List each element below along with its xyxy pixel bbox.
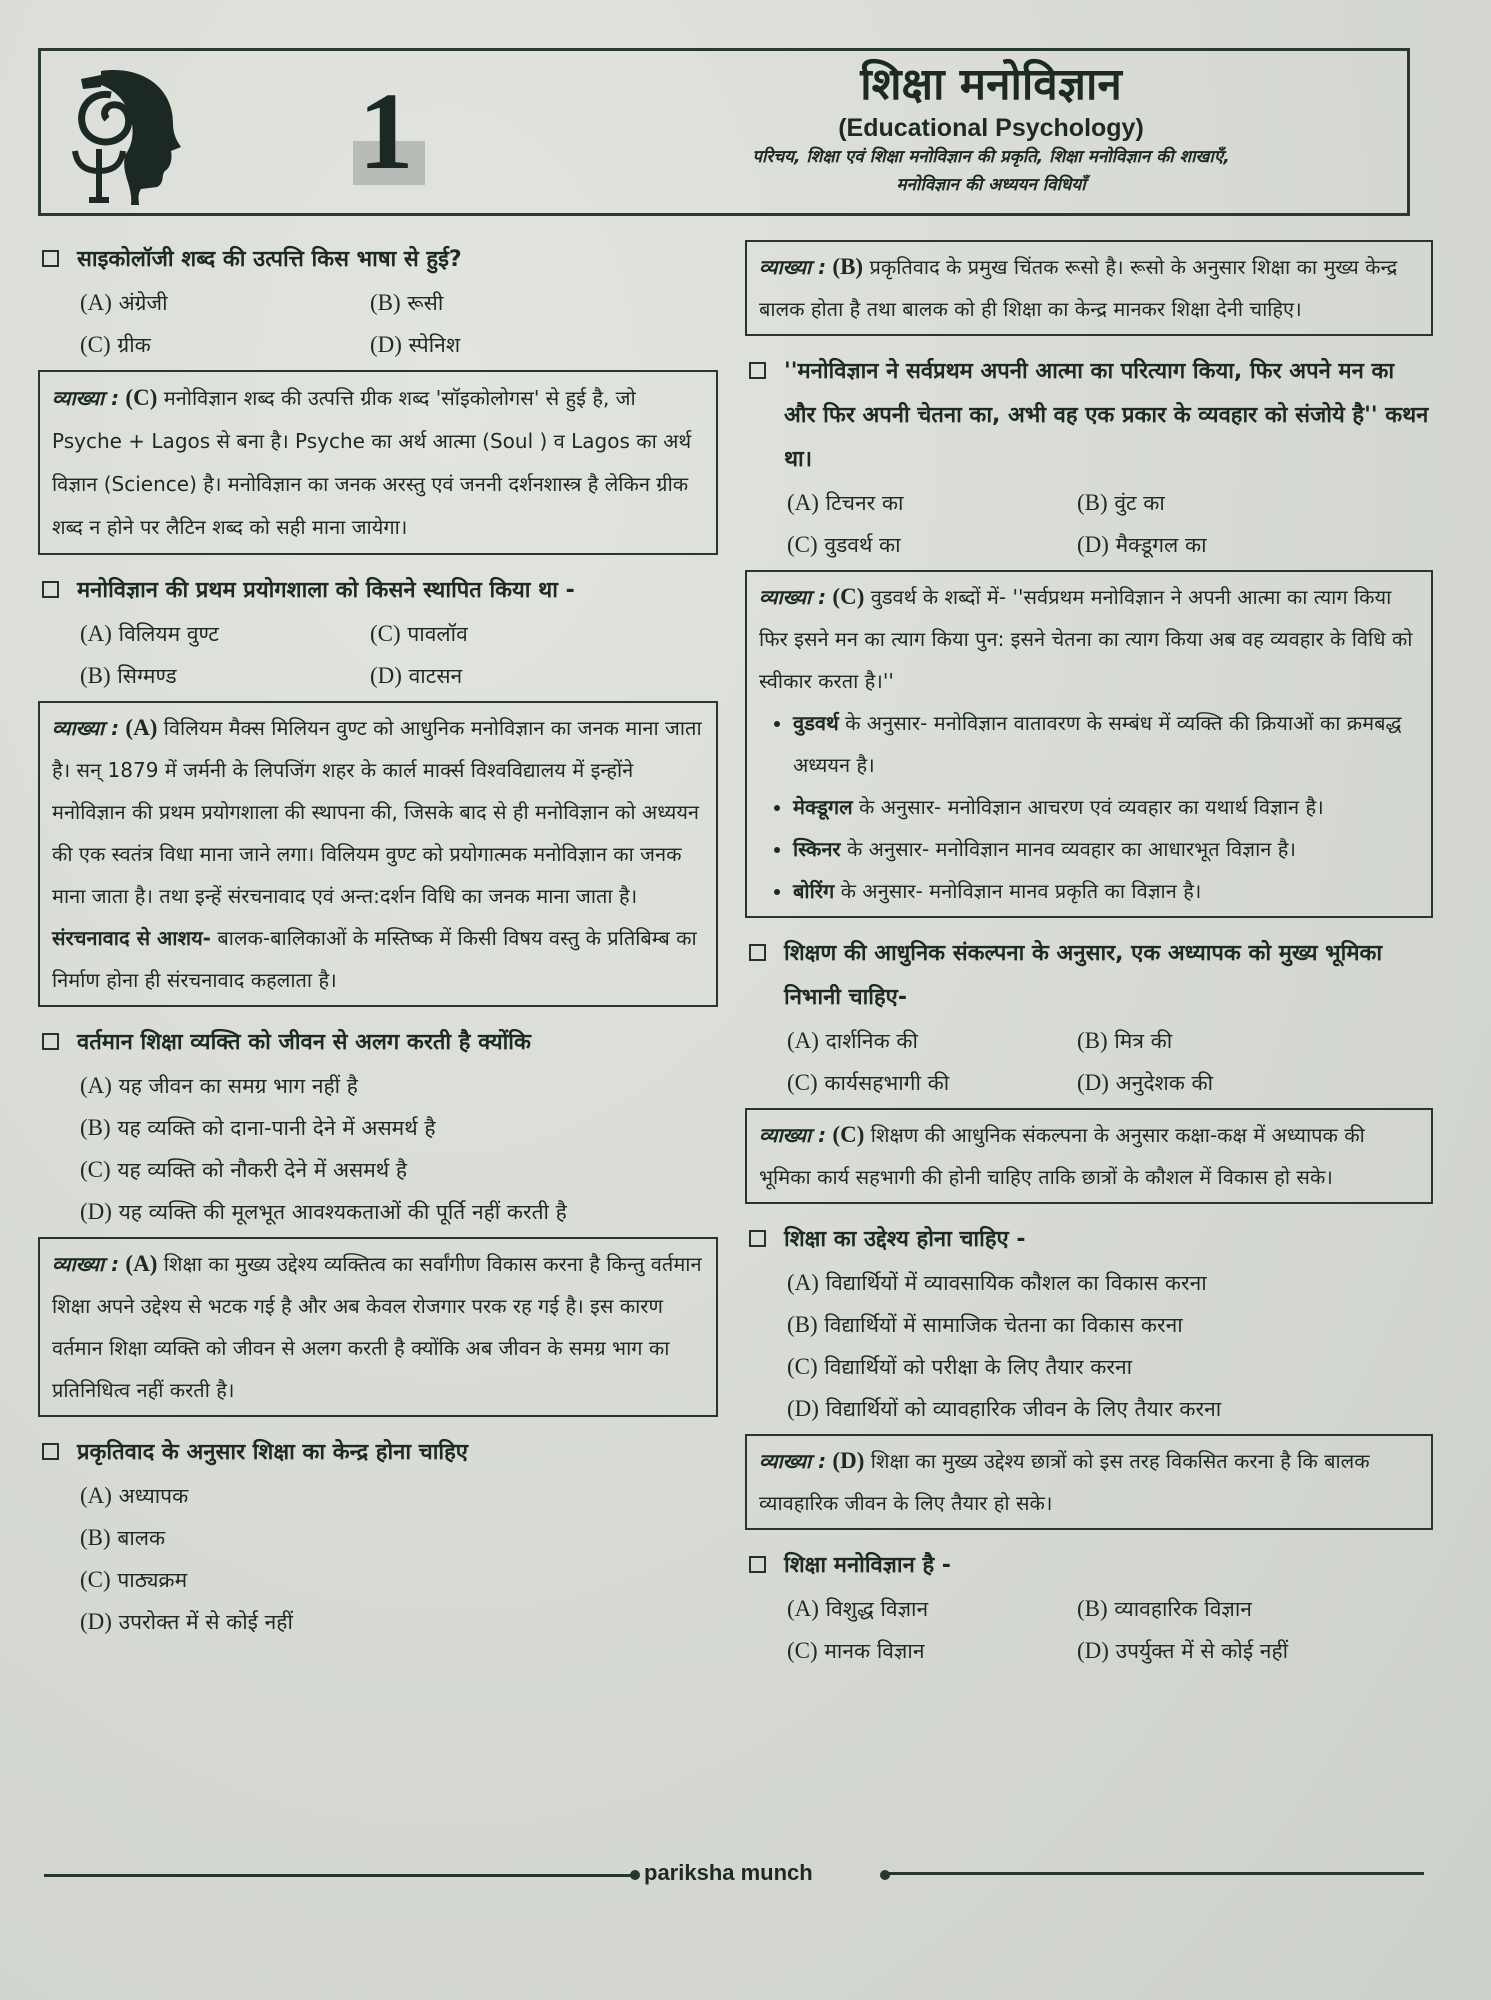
question: शिक्षण की आधुनिक संकल्पना के अनुसार, एक अध्यापक को मुख्य भूमिका निभानी चाहिए-: [745, 932, 1433, 1020]
explanation-box: व्याख्या : (A) विलियम मैक्स मिलियन वुण्ट को आधुनिक मनोविज्ञान का जनक माना जाता है। सन् 1879 में जर्मनी के लिपजिंग शहर के कार्ल मार्क्स विश्वविद्यालय में इन्होंने मनोविज्ञान की प्रथम प्रयोगशाला की स्थापना की, जिसके बाद से ही मनोविज्ञान को अध्ययन की एक स्वतंत्र विधा माना जाने लगा। विलियम वुण्ट को प्रयोगात्मक मनोविज्ञान का जनक माना जाता है। तथा इन्हें संरचनावाद एवं अन्त:दर्शन विधि का जनक माना जाता है। संरचनावाद से आशय- बालक-बालिकाओं के मस्तिष्क में किसी विषय वस्तु के प्रतिबिम्ब का निर्माण होना ही संरचनावाद कहलाता है।: [38, 701, 718, 1007]
options: [38, 1065, 718, 1233]
option-c: (C) पाठ्यक्रम: [80, 1567, 188, 1592]
option-c: (C) विद्यार्थियों को परीक्षा के लिए तैयार करना: [787, 1354, 1133, 1379]
option-d: (D) स्पेनिश: [370, 332, 461, 357]
option-b: (B) सिग्मण्ड: [80, 663, 177, 688]
explanation-box: व्याख्या : (C) मनोविज्ञान शब्द की उत्पत्ति ग्रीक शब्द 'सॉइकोलोगस' से हुई है, जो Psyche + Lagos से बना है। Psyche का अर्थ आत्मा (Soul ) व Lagos का अर्थ विज्ञान (Science) है। मनोविज्ञान का जनक अरस्तु एवं जननी दर्शनशास्त्र है लेकिन ग्रीक शब्द न होने पर लैटिन शब्द को सही माना जायेगा।: [38, 370, 718, 555]
checkbox-icon: [42, 1033, 59, 1050]
options: [745, 1588, 1433, 1672]
options: [745, 482, 1433, 566]
left-column: [38, 238, 718, 1643]
footer-dot-left: [630, 1870, 640, 1880]
option-a: (A) अध्यापक: [80, 1483, 189, 1508]
options: [38, 1475, 718, 1643]
checkbox-icon: [42, 1443, 59, 1460]
question: मनोविज्ञान की प्रथम प्रयोगशाला को किसने स्थापित किया था -: [38, 569, 718, 613]
checkbox-icon: [42, 581, 59, 598]
explanation-box: व्याख्या : (D) शिक्षा का मुख्य उद्देश्य छात्रों को इस तरह विकसित करना है कि बालक व्यावहारिक जीवन के लिए तैयार हो सके।: [745, 1434, 1433, 1530]
option-d: (D) विद्यार्थियों को व्यावहारिक जीवन के लिए तैयार करना: [787, 1396, 1222, 1421]
explanation-box: व्याख्या : (B) प्रकृतिवाद के प्रमुख चिंतक रूसो है। रूसो के अनुसार शिक्षा का मुख्य केन्द्र बालक होता है तथा बालक को ही शिक्षा का केन्द्र मानकर शिक्षा देनी चाहिए।: [745, 240, 1433, 336]
psi-head-icon: [61, 65, 181, 205]
option-a: (A) विद्यार्थियों में व्यावसायिक कौशल का विकास करना: [787, 1270, 1207, 1295]
option-a: (A) यह जीवन का समग्र भाग नहीं है: [80, 1073, 358, 1098]
option-b: (B) व्यावहारिक विज्ञान: [1077, 1596, 1252, 1621]
explanation-box: व्याख्या : (A) शिक्षा का मुख्य उद्देश्य व्यक्तित्व का सर्वांगीण विकास करना है किन्तु वर्तमान शिक्षा अपने उद्देश्य से भटक गई है और अब केवल रोजगार परक रह गई है। इस कारण वर्तमान शिक्षा व्यक्ति को जीवन से अलग करती है क्योंकि अब जीवन के समग्र भाग का प्रतिनिधित्व नहीं करती है।: [38, 1237, 718, 1417]
checkbox-icon: [749, 362, 766, 379]
option-c: (C) वुडवर्थ का: [787, 532, 901, 557]
checkbox-icon: [42, 250, 59, 267]
list-item: • स्किनर के अनुसार- मनोविज्ञान मानव व्यवहार का आधारभूत विज्ञान है।: [793, 828, 1419, 870]
page-footer: [44, 1860, 1424, 1890]
option-b: (B) मित्र की: [1077, 1028, 1173, 1053]
list-item: • वुडवर्थ के अनुसार- मनोविज्ञान वातावरण के सम्बंध में व्यक्ति की क्रियाओं का क्रमबद्ध अध्ययन है।: [793, 702, 1419, 786]
chapter-subtitle-line2: मनोविज्ञान की अध्ययन विधियाँ: [896, 175, 1086, 195]
checkbox-icon: [749, 1556, 766, 1573]
question: शिक्षा का उद्देश्य होना चाहिए -: [745, 1218, 1433, 1262]
options: [38, 613, 718, 697]
option-a: (A) अंग्रेजी: [80, 290, 168, 315]
question: शिक्षा मनोविज्ञान है -: [745, 1544, 1433, 1588]
option-d: (D) मैक्डूगल का: [1077, 532, 1207, 557]
list-item: • बोरिंग के अनुसार- मनोविज्ञान मानव प्रकृति का विज्ञान है।: [793, 870, 1419, 912]
option-d: (D) अनुदेशक की: [1077, 1070, 1214, 1095]
explanation-box: व्याख्या : (C) शिक्षण की आधुनिक संकल्पना के अनुसार कक्षा-कक्ष में अध्यापक की भूमिका कार्य सहभागी की होनी चाहिए ताकि छात्रों के कौशल में विकास हो सके।: [745, 1108, 1433, 1204]
option-a: (A) विशुद्ध विज्ञान: [787, 1596, 929, 1621]
option-b: (B) विद्यार्थियों में सामाजिक चेतना का विकास करना: [787, 1312, 1183, 1337]
option-b: (B) रूसी: [370, 290, 444, 315]
question: ''मनोविज्ञान ने सर्वप्रथम अपनी आत्मा का परित्याग किया, फिर अपने मन का और फिर अपनी चेतना का, अभी वह एक प्रकार के व्यवहार को संजोये है'' कथन था।: [745, 350, 1433, 482]
question: वर्तमान शिक्षा व्यक्ति को जीवन से अलग करती है क्योंकि: [38, 1021, 718, 1065]
question: साइकोलॉजी शब्द की उत्पत्ति किस भाषा से हुई?: [38, 238, 718, 282]
chapter-title-english: (Educational Psychology): [838, 114, 1144, 142]
option-a: (A) विलियम वुण्ट: [80, 621, 219, 646]
chapter-title-block: [581, 57, 1401, 199]
option-d: (D) वाटसन: [370, 663, 463, 688]
question: प्रकृतिवाद के अनुसार शिक्षा का केन्द्र होना चाहिए: [38, 1431, 718, 1475]
option-a: (A) टिचनर का: [787, 490, 904, 515]
footer-rule-left: [44, 1874, 632, 1877]
option-c: (C) पावलॉव: [370, 621, 468, 646]
option-d: (D) उपरोक्त में से कोई नहीं: [80, 1609, 293, 1634]
option-a: (A) दार्शनिक की: [787, 1028, 918, 1053]
option-d: (D) उपर्युक्त में से कोई नहीं: [1077, 1638, 1289, 1663]
option-c: (C) ग्रीक: [80, 332, 151, 357]
checkbox-icon: [749, 944, 766, 961]
options: [745, 1262, 1433, 1430]
right-column: [745, 238, 1433, 1672]
option-c: (C) मानक विज्ञान: [787, 1638, 925, 1663]
options: [38, 282, 718, 366]
option-d: (D) यह व्यक्ति की मूलभूत आवश्यकताओं की पूर्ति नहीं करती है: [80, 1199, 567, 1224]
footer-rule-right: [884, 1872, 1424, 1875]
list-item: • मेक्डूगल के अनुसार- मनोविज्ञान आचरण एवं व्यवहार का यथार्थ विज्ञान है।: [793, 786, 1419, 828]
footer-brand: pariksha munch: [644, 1860, 813, 1885]
option-b: (B) यह व्यक्ति को दाना-पानी देने में असमर्थ है: [80, 1115, 436, 1140]
options: [745, 1020, 1433, 1104]
checkbox-icon: [749, 1230, 766, 1247]
chapter-subtitle-line1: परिचय, शिक्षा एवं शिक्षा मनोविज्ञान की प्रकृति, शिक्षा मनोविज्ञान की शाखाएँ,: [752, 147, 1230, 167]
definitions-list: [759, 702, 1419, 912]
chapter-number: 1: [331, 81, 441, 191]
chapter-header: [38, 48, 1410, 216]
option-c: (C) यह व्यक्ति को नौकरी देने में असमर्थ है: [80, 1157, 407, 1182]
option-b: (B) बालक: [80, 1525, 166, 1550]
explanation-box: व्याख्या : (C) वुडवर्थ के शब्दों में- ''सर्वप्रथम मनोविज्ञान ने अपनी आत्मा का त्याग किया फिर इसने मन का त्याग किया पुन: इसने चेतना का त्याग किया अब वह व्यवहार के विधि को स्वीकार करता है।'' • वुडवर्थ के अनुसार- मनोविज्ञान वातावरण के सम्बंध में व्यक्ति की क्रियाओं का क्रमबद्ध अध्ययन है। • मेक्डूगल के अनुसार- मनोविज्ञान आचरण एवं व्यवहार का यथार्थ विज्ञान है। • स्किनर के अनुसार- मनोविज्ञान मानव व्यवहार का आधारभूत विज्ञान है। • बोरिंग के अनुसार- मनोविज्ञान मानव प्रकृति का विज्ञान है।: [745, 570, 1433, 918]
chapter-title-hindi: शिक्षा मनोविज्ञान: [860, 59, 1122, 110]
option-b: (B) वुंट का: [1077, 490, 1165, 515]
option-c: (C) कार्यसहभागी की: [787, 1070, 950, 1095]
